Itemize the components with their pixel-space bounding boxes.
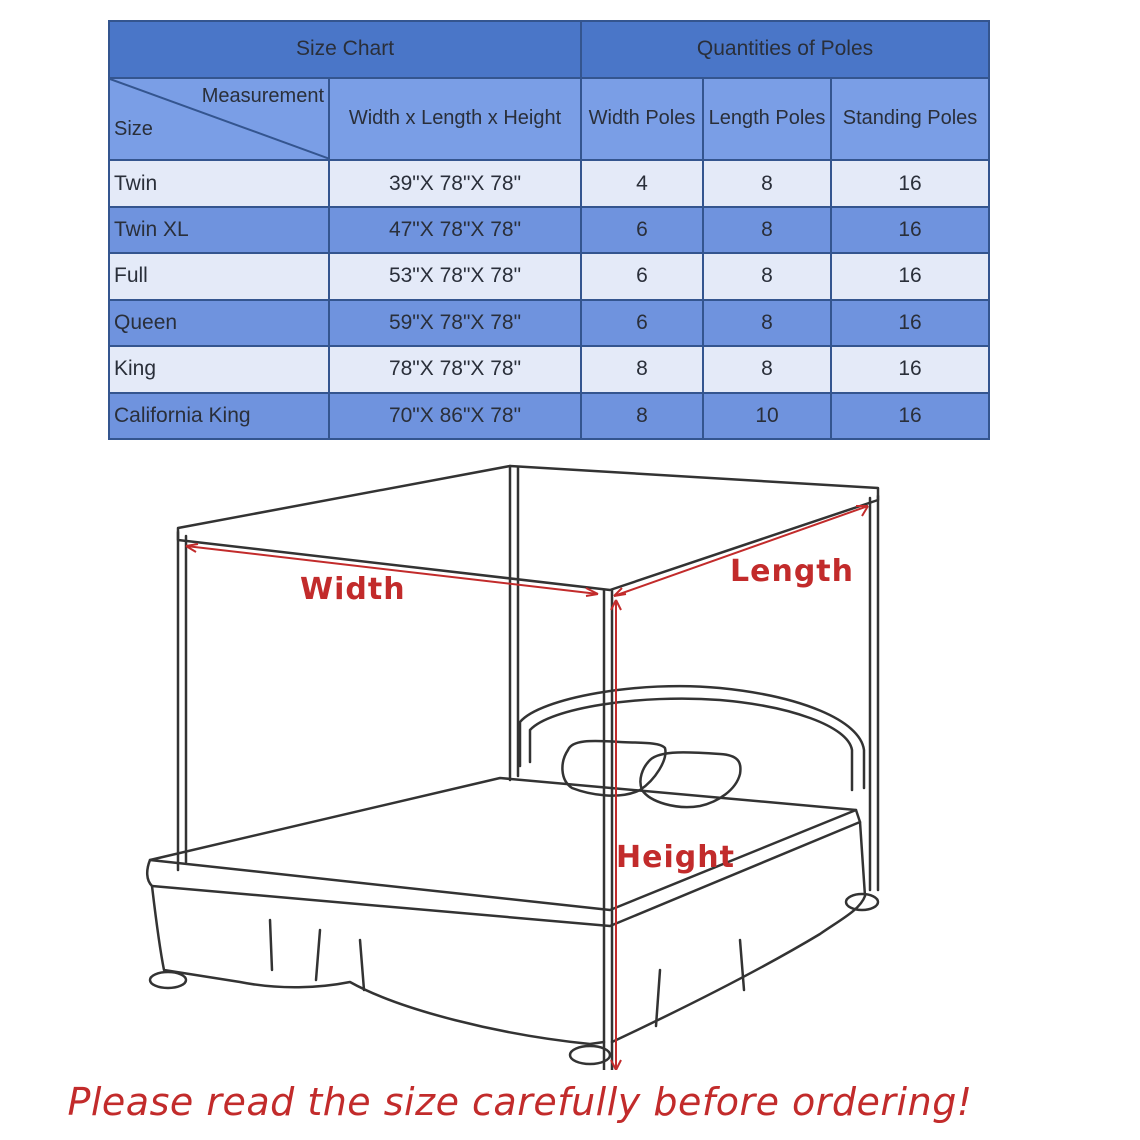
size-cell: Twin XL xyxy=(109,207,329,253)
size-cell: Full xyxy=(109,253,329,299)
column-header-standing-poles: Standing Poles xyxy=(831,78,989,161)
column-header-width-poles: Width Poles xyxy=(581,78,703,161)
standing-poles-cell: 16 xyxy=(831,300,989,346)
size-chart-table xyxy=(108,20,990,440)
table-row xyxy=(109,253,989,299)
width-poles-cell: 4 xyxy=(581,160,703,206)
standing-poles-cell: 16 xyxy=(831,346,989,392)
dimensions-cell: 39"X 78"X 78" xyxy=(329,160,581,206)
corner-header-cell xyxy=(109,78,329,161)
table-row xyxy=(109,300,989,346)
size-cell: California King xyxy=(109,393,329,440)
width-poles-cell: 6 xyxy=(581,253,703,299)
bed-frame-drawing xyxy=(120,450,1020,1070)
length-poles-cell: 10 xyxy=(703,393,831,440)
length-label: Length xyxy=(730,554,854,589)
canopy-bed-illustration xyxy=(120,450,1020,1070)
width-poles-cell: 6 xyxy=(581,300,703,346)
size-label: Size xyxy=(114,118,153,141)
standing-poles-cell: 16 xyxy=(831,207,989,253)
size-cell: Queen xyxy=(109,300,329,346)
width-label: Width xyxy=(300,572,406,607)
dimensions-cell: 59"X 78"X 78" xyxy=(329,300,581,346)
size-chart-header: Size Chart xyxy=(109,21,581,78)
width-poles-cell: 8 xyxy=(581,393,703,440)
measurement-label: Measurement xyxy=(201,84,324,107)
height-label: Height xyxy=(616,840,735,875)
dimensions-cell: 47"X 78"X 78" xyxy=(329,207,581,253)
column-header-dimensions: Width x Length x Height xyxy=(329,78,581,161)
width-poles-cell: 6 xyxy=(581,207,703,253)
size-warning-text: Please read the size carefully before ordering! xyxy=(67,1080,973,1124)
table-row xyxy=(109,346,989,392)
size-cell: Twin xyxy=(109,160,329,206)
length-poles-cell: 8 xyxy=(703,300,831,346)
dimensions-cell: 78"X 78"X 78" xyxy=(329,346,581,392)
dimensions-cell: 70"X 86"X 78" xyxy=(329,393,581,440)
length-poles-cell: 8 xyxy=(703,346,831,392)
table-header-row xyxy=(109,21,989,78)
dimensions-cell: 53"X 78"X 78" xyxy=(329,253,581,299)
pole-quantities-header: Quantities of Poles xyxy=(581,21,989,78)
standing-poles-cell: 16 xyxy=(831,393,989,440)
length-poles-cell: 8 xyxy=(703,160,831,206)
length-poles-cell: 8 xyxy=(703,207,831,253)
standing-poles-cell: 16 xyxy=(831,253,989,299)
width-poles-cell: 8 xyxy=(581,346,703,392)
length-poles-cell: 8 xyxy=(703,253,831,299)
column-header-row xyxy=(109,78,989,161)
table-row xyxy=(109,393,989,440)
size-cell: King xyxy=(109,346,329,392)
table-row xyxy=(109,207,989,253)
table-row xyxy=(109,160,989,206)
standing-poles-cell: 16 xyxy=(831,160,989,206)
column-header-length-poles: Length Poles xyxy=(703,78,831,161)
